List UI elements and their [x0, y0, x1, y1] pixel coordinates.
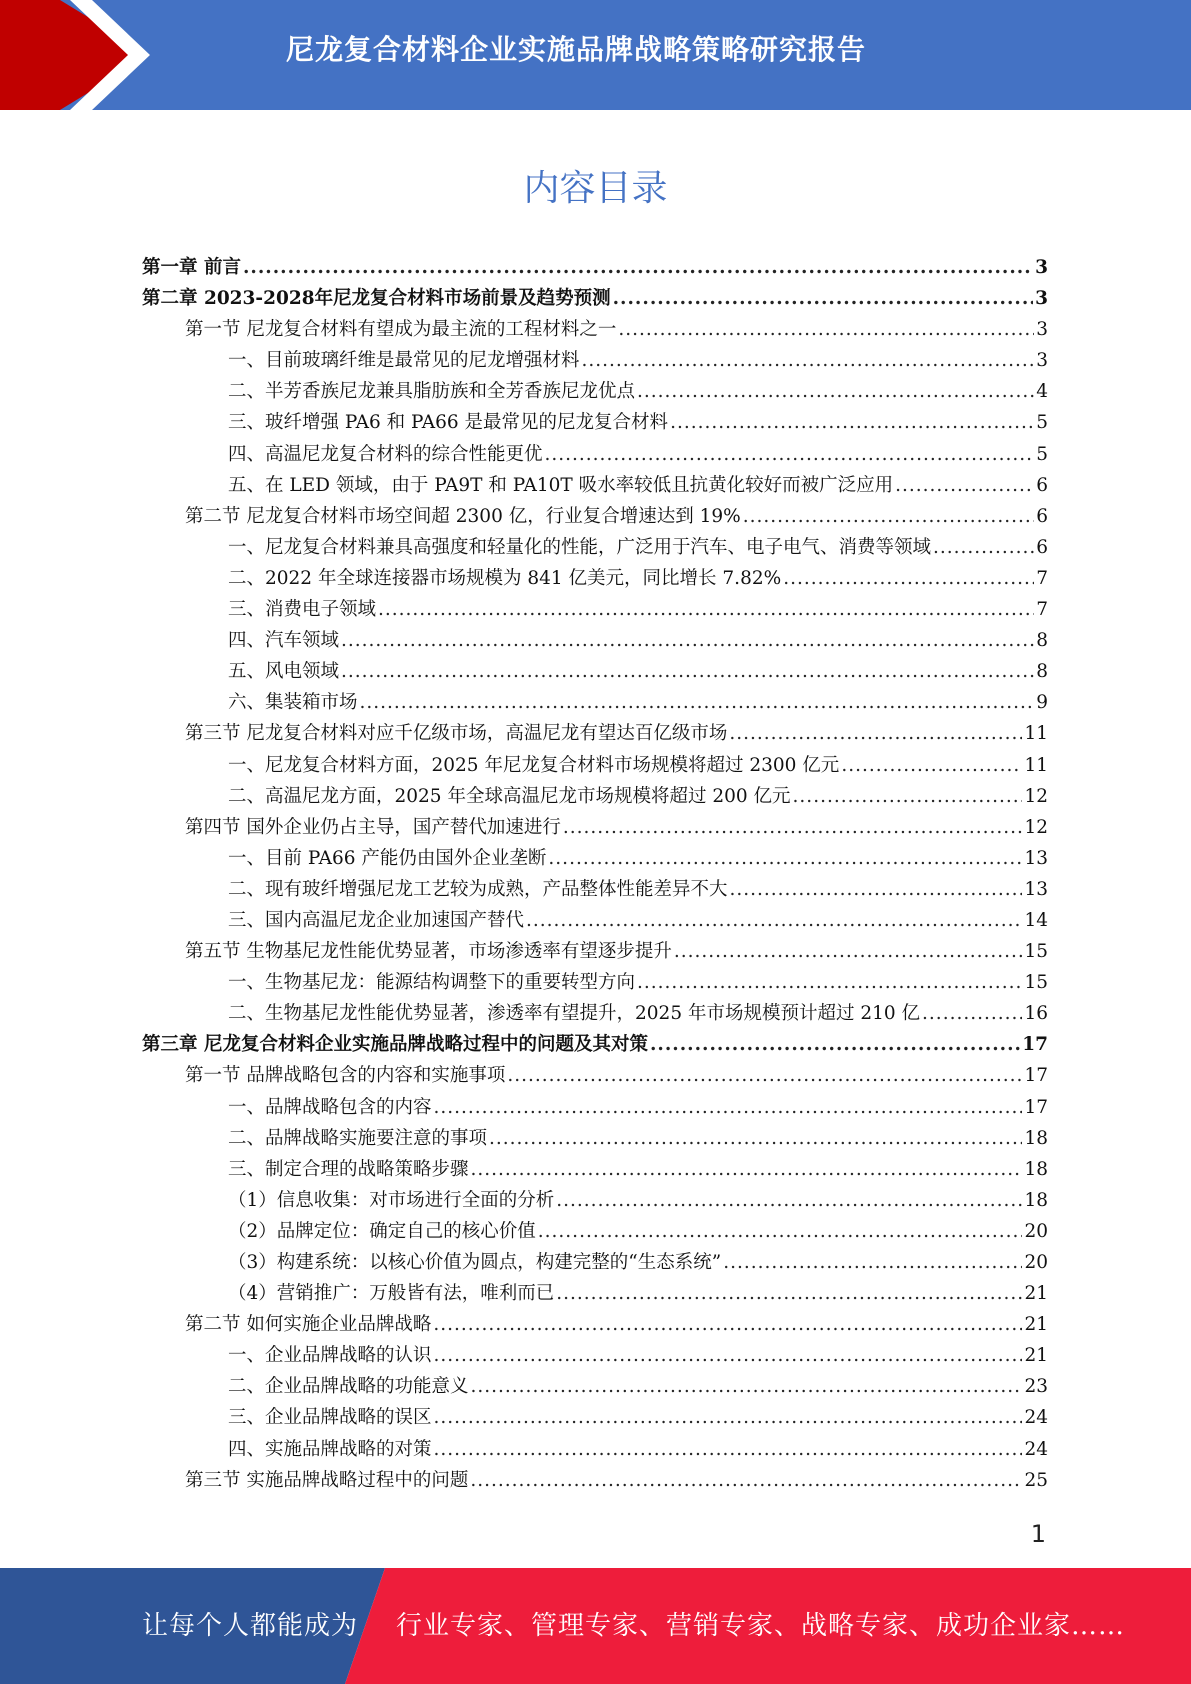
toc-entry-title: 一、尼龙复合材料方面，2025 年尼龙复合材料市场规模将超过 2300 亿元 — [228, 754, 840, 776]
toc-entry[interactable] — [142, 813, 1048, 844]
toc-entry-page: 15 — [1024, 972, 1048, 994]
toc-entry-page: 16 — [1024, 1003, 1048, 1025]
toc-entry-page: 13 — [1024, 847, 1048, 869]
toc-leader-dots — [674, 941, 1023, 962]
toc-entry[interactable] — [142, 1435, 1048, 1466]
toc-entry-title: 第一节 品牌战略包含的内容和实施事项 — [185, 1065, 506, 1087]
toc-leader-dots — [783, 568, 1034, 589]
toc-entry-title: 二、品牌战略实施要注意的事项 — [228, 1127, 488, 1149]
toc-entry-page: 20 — [1024, 1252, 1048, 1273]
toc-leader-dots — [729, 723, 1022, 744]
toc-entry-page: 24 — [1024, 1438, 1048, 1460]
toc-leader-dots — [526, 910, 1022, 931]
toc-leader-dots — [471, 1376, 1023, 1397]
toc-entry[interactable] — [142, 751, 1048, 782]
toc-leader-dots — [434, 1439, 1023, 1460]
toc-entry-page: 12 — [1024, 785, 1048, 807]
toc-entry-title: 二、高温尼龙方面，2025 年全球高温尼龙市场规模将超过 200 亿元 — [228, 785, 791, 807]
toc-entry[interactable] — [142, 626, 1048, 657]
toc-leader-dots — [360, 692, 1035, 713]
toc-entry[interactable] — [142, 440, 1048, 471]
toc-entry[interactable] — [142, 377, 1048, 408]
toc-entry[interactable] — [142, 346, 1048, 377]
table-of-contents — [142, 253, 1048, 1497]
toc-entry-page: 3 — [1036, 319, 1048, 341]
toc-entry-page: 11 — [1024, 754, 1048, 776]
toc-entry-page: 6 — [1036, 536, 1048, 558]
toc-entry[interactable] — [142, 1466, 1048, 1497]
toc-entry[interactable] — [142, 1155, 1048, 1186]
toc-entry-page: 13 — [1024, 878, 1048, 900]
toc-leader-dots — [793, 786, 1023, 807]
toc-entry-title: 一、目前玻璃纤维是最常见的尼龙增强材料 — [228, 350, 580, 372]
toc-leader-dots — [743, 506, 1034, 527]
toc-entry-title: 第一节 尼龙复合材料有望成为最主流的工程材料之一 — [185, 319, 617, 341]
toc-entry-title: 第四节 国外企业仍占主导，国产替代加速进行 — [185, 816, 561, 838]
toc-leader-dots — [563, 817, 1023, 838]
toc-leader-dots — [637, 381, 1034, 402]
toc-entry[interactable] — [142, 1093, 1048, 1124]
toc-entry-title: 一、尼龙复合材料兼具高强度和轻量化的性能，广泛用于汽车、电子电气、消费等领域 — [228, 536, 932, 558]
toc-entry-title: （2）品牌定位：确定自己的核心价值 — [228, 1220, 536, 1242]
toc-leader-dots — [637, 972, 1022, 993]
toc-leader-dots — [434, 1407, 1023, 1428]
footer-slogan-left: 让每个人都能成为 — [142, 1611, 359, 1641]
toc-entry[interactable] — [142, 1248, 1048, 1279]
toc-leader-dots — [841, 755, 1022, 776]
toc-heading: 内容目录 — [523, 168, 668, 209]
toc-leader-dots — [471, 1159, 1023, 1180]
toc-entry-page: 9 — [1036, 692, 1048, 714]
toc-leader-dots — [341, 661, 1034, 682]
toc-entry[interactable] — [142, 937, 1048, 968]
toc-entry[interactable] — [142, 657, 1048, 688]
report-title: 尼龙复合材料企业实施品牌战略策略研究报告 — [286, 33, 867, 66]
toc-entry-page: 11 — [1024, 723, 1048, 745]
toc-entry-title: （4）营销推广：万般皆有法，唯利而已 — [228, 1283, 555, 1305]
toc-entry-title: 第二章 2023-2028年尼龙复合材料市场前景及趋势预测 — [142, 288, 611, 310]
toc-leader-dots — [582, 350, 1035, 371]
toc-entry[interactable] — [142, 1310, 1048, 1341]
toc-entry-title: 三、企业品牌战略的误区 — [228, 1407, 432, 1429]
toc-entry-page: 3 — [1035, 288, 1048, 310]
toc-entry[interactable] — [142, 315, 1048, 346]
toc-entry-title: 第三节 实施品牌战略过程中的问题 — [185, 1469, 469, 1491]
toc-leader-dots — [670, 412, 1034, 433]
toc-entry-page: 5 — [1036, 412, 1048, 434]
toc-entry[interactable] — [142, 875, 1048, 906]
toc-entry[interactable] — [142, 284, 1048, 315]
toc-entry-title: （3）构建系统：以核心价值为圆点，构建完整的“生态系统” — [228, 1252, 722, 1273]
toc-leader-dots — [243, 257, 1033, 278]
toc-leader-dots — [434, 1345, 1023, 1366]
toc-entry[interactable] — [142, 688, 1048, 719]
toc-entry-page: 21 — [1024, 1314, 1048, 1336]
toc-entry-page: 23 — [1024, 1376, 1048, 1398]
toc-entry[interactable] — [142, 1030, 1048, 1061]
toc-entry-title: 三、消费电子领域 — [228, 599, 377, 621]
toc-entry[interactable] — [142, 502, 1048, 533]
toc-entry[interactable] — [142, 1124, 1048, 1155]
toc-entry-title: 一、目前 PA66 产能仍由国外企业垄断 — [228, 847, 547, 869]
page-number: 1 — [1030, 1520, 1046, 1548]
toc-entry[interactable] — [142, 408, 1048, 439]
toc-entry-page: 18 — [1024, 1158, 1048, 1180]
page-header — [0, 0, 1191, 110]
toc-entry[interactable] — [142, 968, 1048, 999]
toc-entry-page: 17 — [1022, 1034, 1048, 1056]
toc-entry-title: 四、汽车领域 — [228, 630, 340, 652]
toc-entry[interactable] — [142, 1341, 1048, 1372]
toc-leader-dots — [730, 879, 1023, 900]
toc-entry-title: 一、生物基尼龙：能源结构调整下的重要转型方向 — [228, 972, 636, 994]
toc-entry-page: 17 — [1024, 1096, 1048, 1118]
toc-entry-title: 第二节 尼龙复合材料市场空间超 2300 亿，行业复合增速达到 19% — [185, 505, 741, 527]
toc-entry-page: 12 — [1024, 816, 1048, 838]
toc-entry-page: 8 — [1036, 630, 1048, 652]
toc-entry-title: 六、集装箱市场 — [228, 692, 358, 714]
toc-entry-title: 二、企业品牌战略的功能意义 — [228, 1376, 469, 1398]
toc-entry-page: 7 — [1036, 567, 1048, 589]
toc-entry-page: 3 — [1036, 350, 1048, 372]
page-footer — [0, 1568, 1191, 1684]
toc-entry[interactable] — [142, 906, 1048, 937]
toc-entry[interactable] — [142, 1372, 1048, 1403]
toc-entry[interactable] — [142, 1186, 1048, 1217]
toc-entry-title: 四、实施品牌战略的对策 — [228, 1438, 432, 1460]
toc-leader-dots — [556, 1283, 1022, 1304]
toc-leader-dots — [548, 848, 1022, 869]
toc-entry-page: 5 — [1036, 443, 1048, 465]
toc-entry-page: 15 — [1024, 941, 1048, 963]
toc-leader-dots — [618, 319, 1034, 340]
toc-entry[interactable] — [142, 564, 1048, 595]
toc-entry-title: 三、制定合理的战略策略步骤 — [228, 1158, 469, 1180]
toc-entry-page: 7 — [1036, 599, 1048, 621]
toc-entry-page: 6 — [1036, 505, 1048, 527]
toc-leader-dots — [433, 1314, 1022, 1335]
toc-leader-dots — [507, 1065, 1022, 1086]
toc-entry-page: 18 — [1024, 1189, 1048, 1211]
toc-entry[interactable] — [142, 1403, 1048, 1434]
toc-leader-dots — [378, 599, 1034, 620]
toc-entry[interactable] — [142, 1217, 1048, 1248]
toc-entry-title: 二、生物基尼龙性能优势显著，渗透率有望提升，2025 年市场规模预计超过 210 亿 — [228, 1003, 921, 1025]
toc-leader-dots — [538, 1221, 1023, 1242]
toc-entry-page: 20 — [1024, 1220, 1048, 1242]
toc-entry[interactable] — [142, 1279, 1048, 1310]
toc-entry[interactable] — [142, 471, 1048, 502]
toc-entry-title: 第二节 如何实施企业品牌战略 — [185, 1314, 432, 1336]
toc-entry-title: 四、高温尼龙复合材料的综合性能更优 — [228, 443, 543, 465]
toc-entry[interactable] — [142, 253, 1048, 284]
toc-entry-title: （1）信息收集：对市场进行全面的分析 — [228, 1189, 555, 1211]
toc-entry-title: 二、半芳香族尼龙兼具脂肪族和全芳香族尼龙优点 — [228, 381, 636, 403]
toc-entry[interactable] — [142, 782, 1048, 813]
toc-entry-title: 第三章 尼龙复合材料企业实施品牌战略过程中的问题及其对策 — [142, 1034, 648, 1056]
toc-leader-dots — [650, 1034, 1020, 1055]
toc-entry-page: 17 — [1024, 1065, 1048, 1087]
toc-entry-title: 五、在 LED 领域，由于 PA9T 和 PA10T 吸水率较低且抗黄化较好而被广泛应用 — [228, 474, 894, 496]
toc-entry-title: 第五节 生物基尼龙性能优势显著，市场渗透率有望逐步提升 — [185, 941, 672, 963]
toc-entry-title: 二、2022 年全球连接器市场规模为 841 亿美元，同比增长 7.82% — [228, 567, 782, 589]
toc-entry-title: 一、品牌战略包含的内容 — [228, 1096, 432, 1118]
toc-entry-page: 24 — [1024, 1407, 1048, 1429]
toc-entry-page: 3 — [1035, 257, 1048, 278]
toc-entry-page: 21 — [1024, 1283, 1048, 1305]
toc-leader-dots — [434, 1097, 1023, 1118]
toc-leader-dots — [341, 630, 1034, 651]
toc-entry-title: 三、国内高温尼龙企业加速国产替代 — [228, 909, 525, 931]
toc-entry-title: 三、玻纤增强 PA6 和 PA66 是最常见的尼龙复合材料 — [228, 412, 669, 434]
toc-entry-page: 18 — [1024, 1127, 1048, 1149]
toc-entry[interactable] — [142, 595, 1048, 626]
toc-entry[interactable] — [142, 719, 1048, 750]
toc-leader-dots — [470, 1470, 1022, 1491]
toc-entry[interactable] — [142, 1061, 1048, 1092]
toc-entry-page: 14 — [1024, 909, 1048, 931]
toc-leader-dots — [556, 1190, 1022, 1211]
toc-leader-dots — [545, 444, 1035, 465]
toc-leader-dots — [922, 1003, 1022, 1024]
toc-entry-title: 二、现有玻纤增强尼龙工艺较为成熟，产品整体性能差异不大 — [228, 878, 728, 900]
toc-entry-title: 第三节 尼龙复合材料对应千亿级市场，高温尼龙有望达百亿级市场 — [185, 723, 728, 745]
toc-entry-title: 第一章 前言 — [142, 257, 241, 278]
toc-leader-dots — [723, 1252, 1022, 1273]
toc-leader-dots — [933, 537, 1034, 558]
header-red-chevron — [0, 0, 150, 110]
toc-entry-page: 21 — [1024, 1345, 1048, 1367]
toc-entry-title: 五、风电领域 — [228, 661, 340, 683]
toc-entry[interactable] — [142, 533, 1048, 564]
toc-entry-page: 4 — [1036, 381, 1048, 403]
toc-entry[interactable] — [142, 999, 1048, 1030]
footer-slogan-right: 行业专家、管理专家、营销专家、战略专家、成功企业家…… — [396, 1611, 1126, 1641]
toc-entry-title: 一、企业品牌战略的认识 — [228, 1345, 432, 1367]
toc-entry-page: 6 — [1036, 474, 1048, 496]
toc-entry-page: 25 — [1024, 1469, 1048, 1491]
toc-leader-dots — [489, 1128, 1022, 1149]
toc-entry[interactable] — [142, 844, 1048, 875]
toc-leader-dots — [613, 288, 1034, 309]
toc-entry-page: 8 — [1036, 661, 1048, 683]
toc-leader-dots — [895, 475, 1034, 496]
